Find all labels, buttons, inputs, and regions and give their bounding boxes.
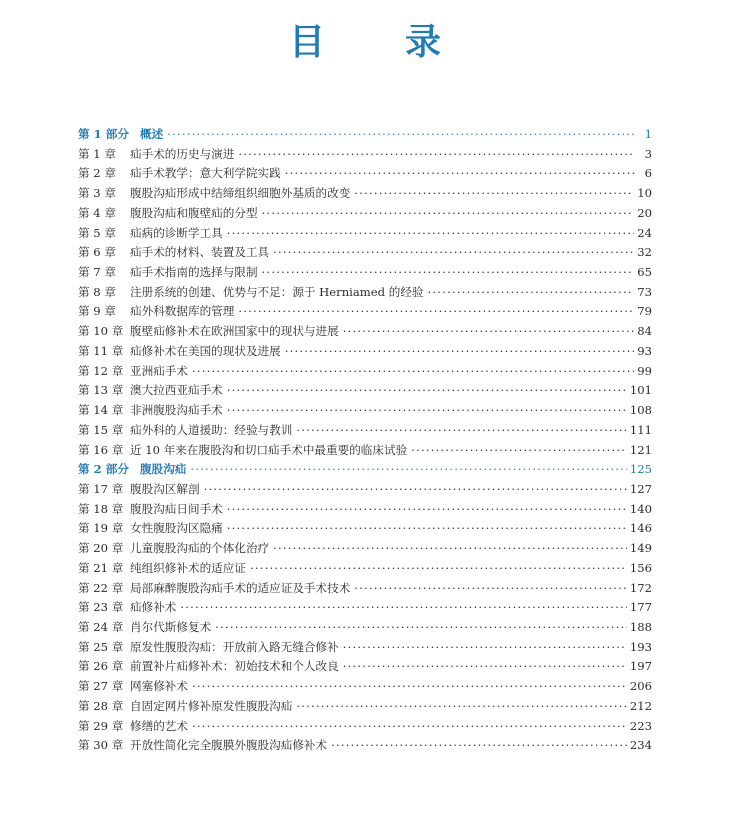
toc-chapter-row[interactable] <box>78 598 652 618</box>
toc-leader-dots <box>238 302 634 322</box>
toc-title: 亚洲疝手术 <box>130 363 188 378</box>
toc-leader-dots <box>343 657 627 677</box>
toc-chapter-row[interactable] <box>78 559 652 579</box>
toc-leader-dots <box>262 204 635 224</box>
toc-chapter-row[interactable] <box>78 204 652 224</box>
toc-page-number: 223 <box>629 718 652 733</box>
toc-title: 网塞修补术 <box>130 679 188 694</box>
toc-label: 第 11 章 <box>78 343 124 358</box>
toc-chapter-row[interactable] <box>78 224 652 244</box>
toc-leader-dots <box>227 224 634 244</box>
toc-chapter-row[interactable] <box>78 421 652 441</box>
toc-title: 疝修补术 <box>130 600 177 615</box>
toc-label: 第 2 章 <box>78 166 116 181</box>
toc-chapter-row[interactable] <box>78 164 652 184</box>
toc-chapter-row[interactable] <box>78 736 652 756</box>
toc-page-number: 6 <box>644 166 652 181</box>
toc-page-number: 73 <box>637 284 652 299</box>
toc-leader-dots <box>192 362 634 382</box>
toc-page-number: 101 <box>629 383 652 398</box>
toc-page-number: 188 <box>629 619 652 634</box>
toc-label: 第 27 章 <box>78 679 124 694</box>
toc-page-number: 32 <box>637 245 652 260</box>
toc-title: 腹股沟疝日间手术 <box>130 501 223 516</box>
toc-label: 第 29 章 <box>78 718 124 733</box>
toc-title: 纯组织修补术的适应证 <box>130 560 246 575</box>
toc-page-number: 206 <box>629 679 652 694</box>
toc-label: 第 7 章 <box>78 265 116 280</box>
toc-page-number: 121 <box>629 442 652 457</box>
toc-label: 第 23 章 <box>78 600 124 615</box>
toc-chapter-row[interactable] <box>78 381 652 401</box>
toc-chapter-row[interactable] <box>78 263 652 283</box>
toc-label: 第 15 章 <box>78 422 124 437</box>
toc-label: 第 5 章 <box>78 225 116 240</box>
toc-part-row[interactable] <box>78 460 652 480</box>
toc-leader-dots <box>262 263 635 283</box>
title-char: 录 <box>405 22 482 63</box>
toc-chapter-row[interactable] <box>78 362 652 382</box>
toc-title: 腹股沟疝形成中结缔组织细胞外基质的改变 <box>130 186 351 201</box>
toc-page-number: 149 <box>629 541 652 556</box>
toc-leader-dots <box>190 460 626 480</box>
toc-leader-dots <box>354 579 627 599</box>
toc-chapter-row[interactable] <box>78 579 652 599</box>
toc-title: 疝修补术在美国的现状及进展 <box>130 343 281 358</box>
toc-chapter-row[interactable] <box>78 145 652 165</box>
toc-leader-dots <box>204 480 627 500</box>
toc-chapter-row[interactable] <box>78 677 652 697</box>
toc-chapter-row[interactable] <box>78 697 652 717</box>
toc-title: 前置补片疝修补术：初始技术和个人改良 <box>130 659 339 674</box>
toc-page-number: 172 <box>629 580 652 595</box>
toc-label: 第 9 章 <box>78 304 116 319</box>
toc-page-number: 140 <box>629 501 652 516</box>
toc-chapter-row[interactable] <box>78 717 652 737</box>
toc-chapter-row[interactable] <box>78 342 652 362</box>
table-of-contents <box>78 125 652 756</box>
toc-page-number: 3 <box>644 146 652 161</box>
toc-chapter-row[interactable] <box>78 302 652 322</box>
toc-title: 局部麻醉腹股沟疝手术的适应证及手术技术 <box>130 580 351 595</box>
toc-title: 儿童腹股沟疝的个体化治疗 <box>130 541 270 556</box>
toc-page-number: 127 <box>629 481 652 496</box>
toc-part-row[interactable] <box>78 125 652 145</box>
toc-page-number: 1 <box>644 127 652 141</box>
toc-label: 第 1 章 <box>78 146 116 161</box>
toc-page-number: 125 <box>629 462 652 477</box>
toc-title: 疝手术的材料、装置及工具 <box>130 245 270 260</box>
toc-title: 非洲腹股沟疝手术 <box>130 403 223 418</box>
toc-title: 疝手术的历史与演进 <box>130 146 235 161</box>
toc-leader-dots <box>428 283 635 303</box>
title-char: 目 <box>288 22 365 63</box>
toc-page-number: 193 <box>629 639 652 654</box>
toc-label: 第 22 章 <box>78 580 124 595</box>
toc-title: 原发性腹股沟疝：开放前入路无缝合修补 <box>130 639 339 654</box>
toc-label: 第 20 章 <box>78 541 124 556</box>
toc-label: 第 1 部分 <box>78 127 129 141</box>
toc-leader-dots <box>227 519 627 539</box>
toc-page-number: 197 <box>629 659 652 674</box>
toc-label: 第 13 章 <box>78 383 124 398</box>
toc-title: 疝病的诊断学工具 <box>130 225 223 240</box>
toc-page-number: 156 <box>629 560 652 575</box>
toc-label: 第 17 章 <box>78 481 124 496</box>
toc-label: 第 30 章 <box>78 738 124 753</box>
page-title <box>0 14 730 65</box>
toc-chapter-row[interactable] <box>78 657 652 677</box>
toc-title: 概述 <box>140 127 164 141</box>
toc-page-number: 111 <box>629 422 652 437</box>
toc-leader-dots <box>285 342 635 362</box>
toc-page-number: 93 <box>637 343 652 358</box>
toc-page-number: 234 <box>629 738 652 753</box>
toc-chapter-row[interactable] <box>78 638 652 658</box>
toc-leader-dots <box>273 243 634 263</box>
toc-chapter-row[interactable] <box>78 184 652 204</box>
toc-title: 疝手术指南的选择与限制 <box>130 265 258 280</box>
toc-page-number: 177 <box>629 600 652 615</box>
toc-title: 近 10 年来在腹股沟和切口疝手术中最重要的临床试验 <box>130 442 408 457</box>
toc-title: 腹股沟疝和腹壁疝的分型 <box>130 205 258 220</box>
toc-page-number: 20 <box>637 205 652 220</box>
toc-label: 第 19 章 <box>78 521 124 536</box>
toc-page-number: 10 <box>637 186 652 201</box>
toc-title: 肖尔代斯修复术 <box>130 619 212 634</box>
toc-title: 腹壁疝修补术在欧洲国家中的现状与进展 <box>130 324 339 339</box>
toc-label: 第 4 章 <box>78 205 116 220</box>
toc-title: 疝外科的人道援助：经验与教训 <box>130 422 293 437</box>
toc-label: 第 14 章 <box>78 403 124 418</box>
toc-leader-dots <box>331 736 627 756</box>
toc-page-number: 24 <box>637 225 652 240</box>
toc-leader-dots <box>192 677 627 697</box>
toc-label: 第 26 章 <box>78 659 124 674</box>
toc-chapter-row[interactable] <box>78 519 652 539</box>
toc-label: 第 18 章 <box>78 501 124 516</box>
toc-label: 第 28 章 <box>78 698 124 713</box>
toc-title: 腹股沟区解剖 <box>130 481 200 496</box>
toc-label: 第 2 部分 <box>78 462 129 477</box>
toc-label: 第 8 章 <box>78 284 116 299</box>
toc-leader-dots <box>227 500 627 520</box>
toc-page-number: 108 <box>629 403 652 418</box>
toc-title: 女性腹股沟区隐痛 <box>130 521 223 536</box>
toc-leader-dots <box>285 164 635 184</box>
toc-page-number: 212 <box>629 698 652 713</box>
toc-leader-dots <box>167 125 635 145</box>
toc-label: 第 21 章 <box>78 560 124 575</box>
toc-title: 疝外科数据库的管理 <box>130 304 235 319</box>
toc-leader-dots <box>296 697 627 717</box>
toc-leader-dots <box>250 559 627 579</box>
toc-leader-dots <box>215 618 627 638</box>
toc-label: 第 12 章 <box>78 363 124 378</box>
toc-title: 澳大拉西亚疝手术 <box>130 383 223 398</box>
toc-page-number: 84 <box>637 324 652 339</box>
toc-chapter-row[interactable] <box>78 539 652 559</box>
toc-leader-dots <box>192 717 627 737</box>
toc-leader-dots <box>238 145 635 165</box>
toc-label: 第 3 章 <box>78 186 116 201</box>
toc-chapter-row[interactable] <box>78 618 652 638</box>
toc-chapter-row[interactable] <box>78 322 652 342</box>
toc-leader-dots <box>227 381 627 401</box>
toc-leader-dots <box>354 184 634 204</box>
toc-page-number: 79 <box>637 304 652 319</box>
toc-chapter-row[interactable] <box>78 283 652 303</box>
toc-label: 第 24 章 <box>78 619 124 634</box>
toc-leader-dots <box>343 638 627 658</box>
toc-page-number: 146 <box>629 521 652 536</box>
toc-leader-dots <box>296 421 627 441</box>
toc-page-number: 99 <box>637 363 652 378</box>
toc-title: 注册系统的创建、优势与不足：源于 Herniamed 的经验 <box>130 284 424 299</box>
toc-label: 第 16 章 <box>78 442 124 457</box>
toc-leader-dots <box>180 598 626 618</box>
toc-chapter-row[interactable] <box>78 480 652 500</box>
toc-title: 疝手术教学：意大利学院实践 <box>130 166 281 181</box>
toc-leader-dots <box>227 401 627 421</box>
toc-title: 修缮的艺术 <box>130 718 188 733</box>
toc-label: 第 6 章 <box>78 245 116 260</box>
toc-title: 自固定网片修补原发性腹股沟疝 <box>130 698 293 713</box>
toc-chapter-row[interactable] <box>78 401 652 421</box>
toc-label: 第 25 章 <box>78 639 124 654</box>
toc-chapter-row[interactable] <box>78 500 652 520</box>
toc-leader-dots <box>273 539 627 559</box>
toc-title: 开放性简化完全腹膜外腹股沟疝修补术 <box>130 738 328 753</box>
toc-chapter-row[interactable] <box>78 441 652 461</box>
toc-title: 腹股沟疝 <box>140 462 187 477</box>
toc-label: 第 10 章 <box>78 324 124 339</box>
toc-leader-dots <box>343 322 635 342</box>
toc-page-number: 65 <box>637 265 652 280</box>
toc-chapter-row[interactable] <box>78 243 652 263</box>
toc-leader-dots <box>411 441 627 461</box>
